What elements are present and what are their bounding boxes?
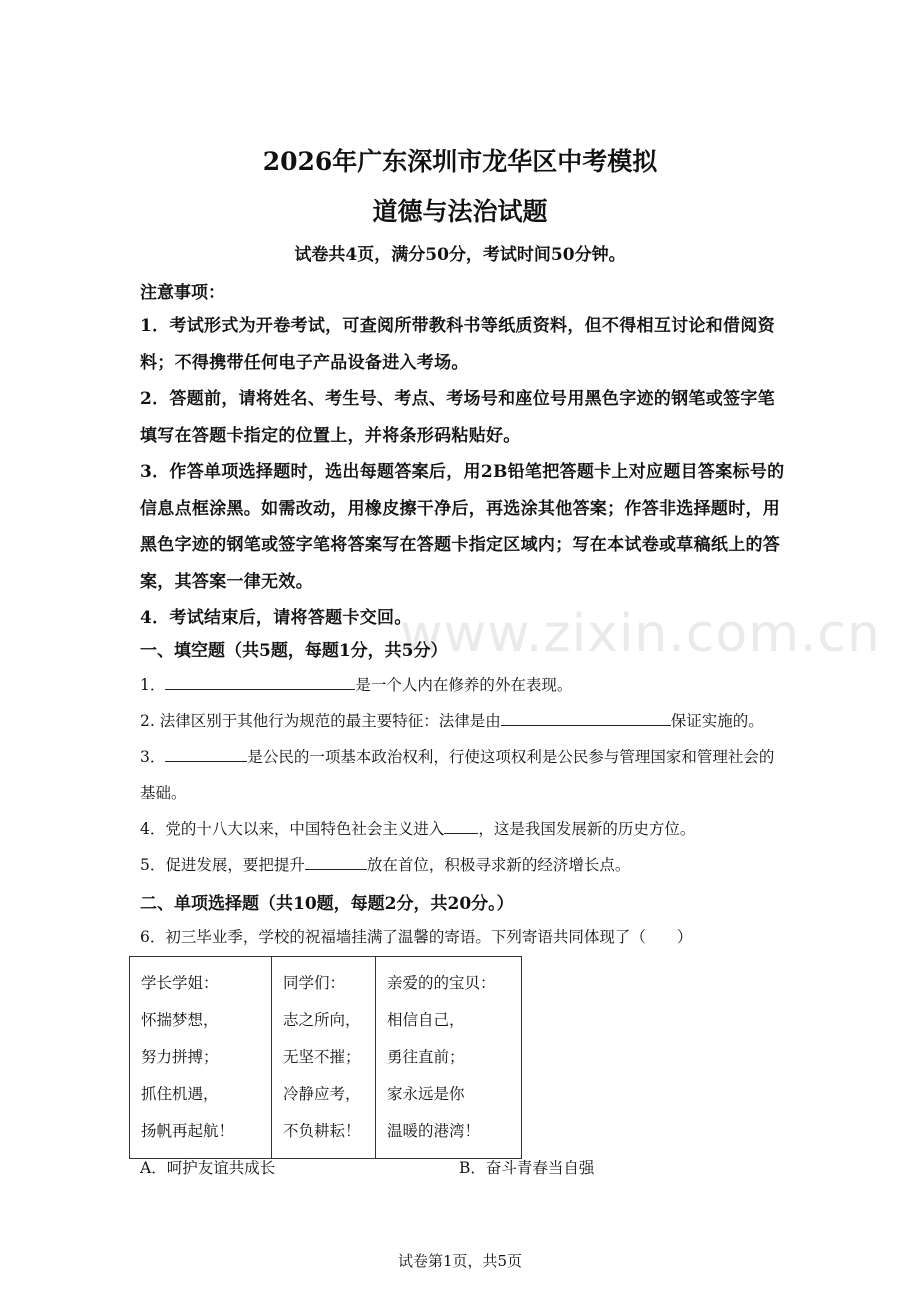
- greeting-line: 同学们：: [283, 974, 346, 992]
- greetings-column: [376, 957, 522, 1159]
- question-text: 放在首位，积极寻求新的经济增长点。: [366, 856, 631, 874]
- question-5: [140, 847, 785, 883]
- greeting-line: 怀揣梦想，: [141, 1011, 219, 1029]
- exam-info: 试卷共4页，满分50分，考试时间50分钟。: [294, 245, 626, 265]
- question-4: [140, 811, 785, 847]
- note-item: 1．考试形式为开卷考试，可查阅所带教科书等纸质资料，但不得相互讨论和借阅资料；不得携带任何电子产品设备进入考场。: [140, 316, 775, 373]
- page-footer: 试卷第1页，共5页: [397, 1252, 523, 1270]
- greetings-column: [130, 957, 272, 1159]
- watermark: www.zixin.com.cn: [400, 604, 881, 664]
- question-2: [140, 703, 785, 739]
- answer-blank: [305, 851, 367, 870]
- question-number: 1．: [140, 676, 166, 694]
- greeting-line: 志之所向，: [283, 1011, 361, 1029]
- greeting-line: 努力拼搏；: [141, 1048, 219, 1066]
- question-text: 4．党的十八大以来，中国特色社会主义进入: [140, 820, 445, 838]
- exam-title: 2026年广东深圳市龙华区中考模拟: [262, 147, 658, 176]
- answer-blank: [165, 743, 247, 762]
- note-item: 2．答题前，请将姓名、考生号、考点、考场号和座位号用黑色字迹的钢笔或签字笔填写在答题卡指定的位置上，并将条形码粘贴好。: [140, 389, 775, 446]
- greeting-line: 无坚不摧；: [283, 1048, 361, 1066]
- greeting-line: 温暖的港湾！: [387, 1122, 481, 1140]
- question-text: 2. 法律区别于其他行为规范的最主要特征：法律是由: [140, 712, 501, 730]
- question-text: 5．促进发展，要把提升: [140, 856, 305, 874]
- option-b: B．奋斗青春当自强: [459, 1159, 595, 1177]
- question-text: 保证实施的。: [670, 712, 764, 730]
- greeting-line: 亲爱的的宝贝：: [387, 974, 496, 992]
- answer-blank: [165, 671, 355, 690]
- greeting-line: 学长学姐：: [141, 974, 219, 992]
- greetings-column: [272, 957, 376, 1159]
- greeting-line: 相信自己，: [387, 1011, 465, 1029]
- note-item: 3．作答单项选择题时，选出每题答案后，用2B铅笔把答题卡上对应题目答案标号的信息点框涂黑。如需改动，用橡皮擦干净后，再选涂其他答案；作答非选择题时，用黑色字迹的钢笔或签字笔将答案写在答题卡指定区域内；写在本试卷或草稿纸上的答案，其答案一律无效。: [140, 462, 785, 592]
- greeting-line: 勇往直前；: [387, 1048, 465, 1066]
- note-item: 4．考试结束后，请将答题卡交回。: [140, 608, 412, 628]
- question-text: 是公民的一项基本政治权利，行使这项权利是公民参与管理国家和管理社会的基础。: [140, 748, 775, 802]
- greeting-line: 扬帆再起航！: [141, 1122, 235, 1140]
- exam-subject-title: 道德与法治试题: [372, 197, 548, 226]
- option-a: A．呵护友谊共成长: [140, 1159, 276, 1177]
- notes-list: [140, 308, 785, 637]
- question-6: 6．初三毕业季，学校的祝福墙挂满了温馨的寄语。下列寄语共同体现了（ ）: [140, 928, 693, 946]
- answer-blank: [501, 707, 671, 726]
- answer-blank: [444, 815, 478, 834]
- greeting-line: 不负耕耘！: [283, 1122, 361, 1140]
- greeting-line: 抓住机遇，: [141, 1085, 219, 1103]
- notes-heading: 注意事项：: [140, 283, 225, 303]
- greeting-line: 冷静应考，: [283, 1085, 361, 1103]
- section2-heading: 二、单项选择题（共10题，每题2分，共20分。）: [140, 894, 514, 914]
- question-number: 3．: [140, 748, 166, 766]
- question-text: ，这是我国发展新的历史方位。: [478, 820, 696, 838]
- question-1: [140, 667, 785, 703]
- question-text: 是一个人内在修养的外在表现。: [355, 676, 573, 694]
- question-3: [140, 739, 785, 811]
- section1-heading: 一、填空题（共5题，每题1分，共5分）: [140, 641, 448, 661]
- greeting-line: 家永远是你: [387, 1085, 465, 1103]
- greetings-table: [129, 956, 522, 1159]
